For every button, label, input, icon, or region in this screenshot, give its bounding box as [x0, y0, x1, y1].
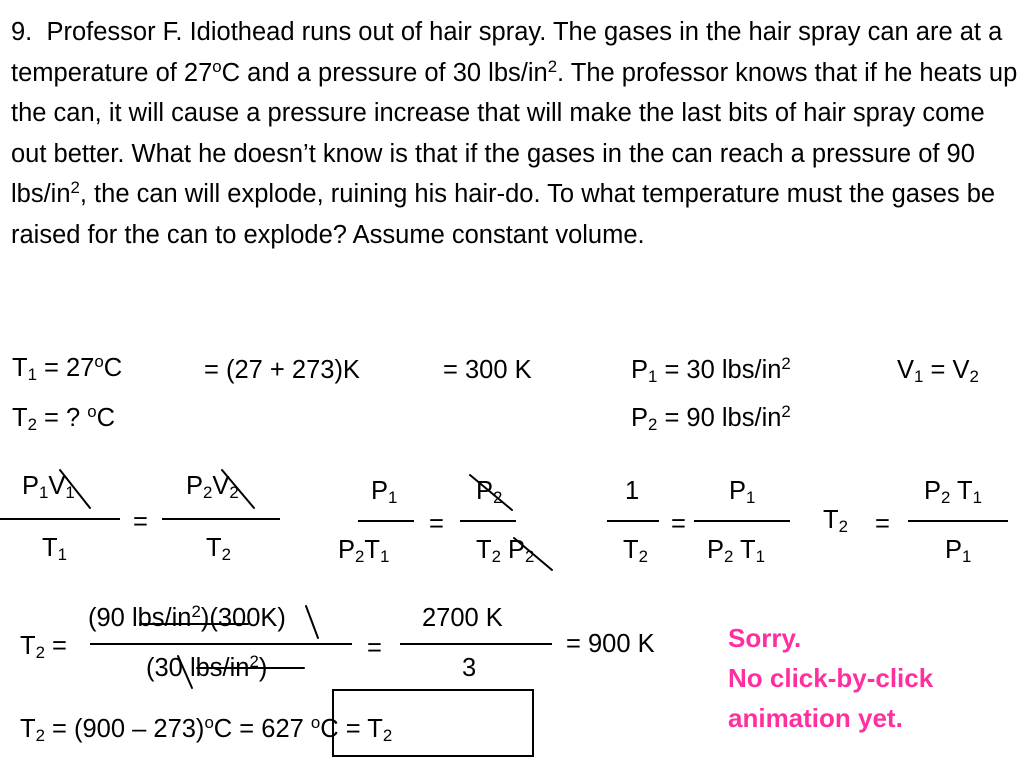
eq2-den-right: $T_2$ $P_2$ [476, 536, 535, 567]
calc-result: = 900 K [566, 630, 655, 658]
square-sup: 2 [547, 56, 558, 76]
given-t1: $T_1 = 27^oC$ [12, 351, 123, 385]
eq3-left-fraction-bar [607, 520, 659, 522]
problem-text-c: . The professor knows that if he heats up the can, it will cause a pressure increase that will make the last bits of hair spray come out better. What he doesn’t know is that if the gases in the can reach a pressure of 90 lbs/in [11, 58, 1018, 209]
problem-number: 9. [11, 18, 33, 46]
calc-mid-fraction-bar [400, 643, 552, 645]
calc-t2-label: $T_2$ = [20, 632, 67, 663]
eq4-equals: = [875, 510, 890, 538]
calc-mid-numerator: 2700 K [422, 604, 503, 632]
eq2-right-fraction-bar [460, 520, 516, 522]
given-t1-kelvin: = (27 + 273)K [204, 356, 360, 384]
eq4-left: $T_2$ [823, 506, 848, 537]
calc-fraction-bar [90, 643, 352, 645]
given-v1-v2: $V_1 = V_2$ [897, 356, 979, 387]
eq3-den-left: $T_2$ [623, 536, 648, 567]
eq2-den-left: $P_2T_1$ [338, 536, 390, 567]
eq4-num: $P_2$ $T_1$ [924, 477, 982, 508]
note-line-1: Sorry. [728, 623, 802, 653]
eq3-num-right: $P_1$ [729, 477, 756, 508]
eq3-num-left: 1 [625, 477, 640, 505]
problem-text [11, 12, 1019, 256]
note-line-3: animation yet. [728, 703, 903, 733]
problem-text-b: C and a pressure of 30 lbs/in [221, 58, 548, 87]
eq4-fraction-bar [908, 520, 1008, 522]
eq1-num-left: $P_1V_1$ [22, 472, 75, 503]
strike-zero-num [306, 606, 318, 638]
eq2-num-left: $P_1$ [371, 477, 398, 508]
given-t2: $T_2$ = ? $^o$C [12, 401, 116, 435]
note-line-2: No click-by-click [728, 663, 934, 693]
eq1-equals: = [133, 508, 148, 536]
given-p1: $P_1 = 30$ lbs/$in^2$ [631, 353, 791, 387]
eq1-den-right: $T_2$ [206, 534, 231, 565]
calc-mid-denominator: 3 [462, 654, 477, 682]
eq2-left-fraction-bar [358, 520, 414, 522]
eq2-num-right: $P_2$ [476, 477, 503, 508]
degree-sup: o [212, 56, 222, 76]
eq2-equals: = [429, 510, 444, 538]
animation-note [728, 618, 933, 738]
eq1-den-left: $T_1$ [42, 534, 67, 565]
calc-equals: = [367, 634, 382, 662]
square-sup: 2 [70, 178, 80, 198]
problem-text-d: , the can will explode, ruining his hair-do. To what temperature must the gases be raised for the can to explode? Assume constant volume. [11, 180, 996, 249]
eq4-den: $P_1$ [945, 536, 972, 567]
given-p2: $P_2 = 90$ lbs/$in^2$ [631, 401, 791, 435]
calc-numerator: (90 lbs/$in^2)(300K)$ [88, 601, 286, 632]
calc-denominator: (30 lbs/$in^2$) [146, 651, 268, 682]
eq1-num-right: $P_2V_2$ [186, 472, 239, 503]
answer-box [332, 689, 534, 757]
problem-text-a: Professor F. Idiothead runs out of hair spray. The gases in the hair spray can are at a temperature of 27 [11, 18, 1003, 87]
eq1-left-fraction-bar [0, 518, 120, 520]
eq3-den-right: $P_2$ $T_1$ [707, 536, 765, 567]
eq3-equals: = [671, 510, 686, 538]
eq3-right-fraction-bar [694, 520, 790, 522]
eq1-right-fraction-bar [162, 518, 280, 520]
final-line: $T_2 = (900 - 273)^oC = 627$ $^oC = T_2$ [20, 712, 393, 746]
given-t1-result: = 300 K [443, 356, 532, 384]
